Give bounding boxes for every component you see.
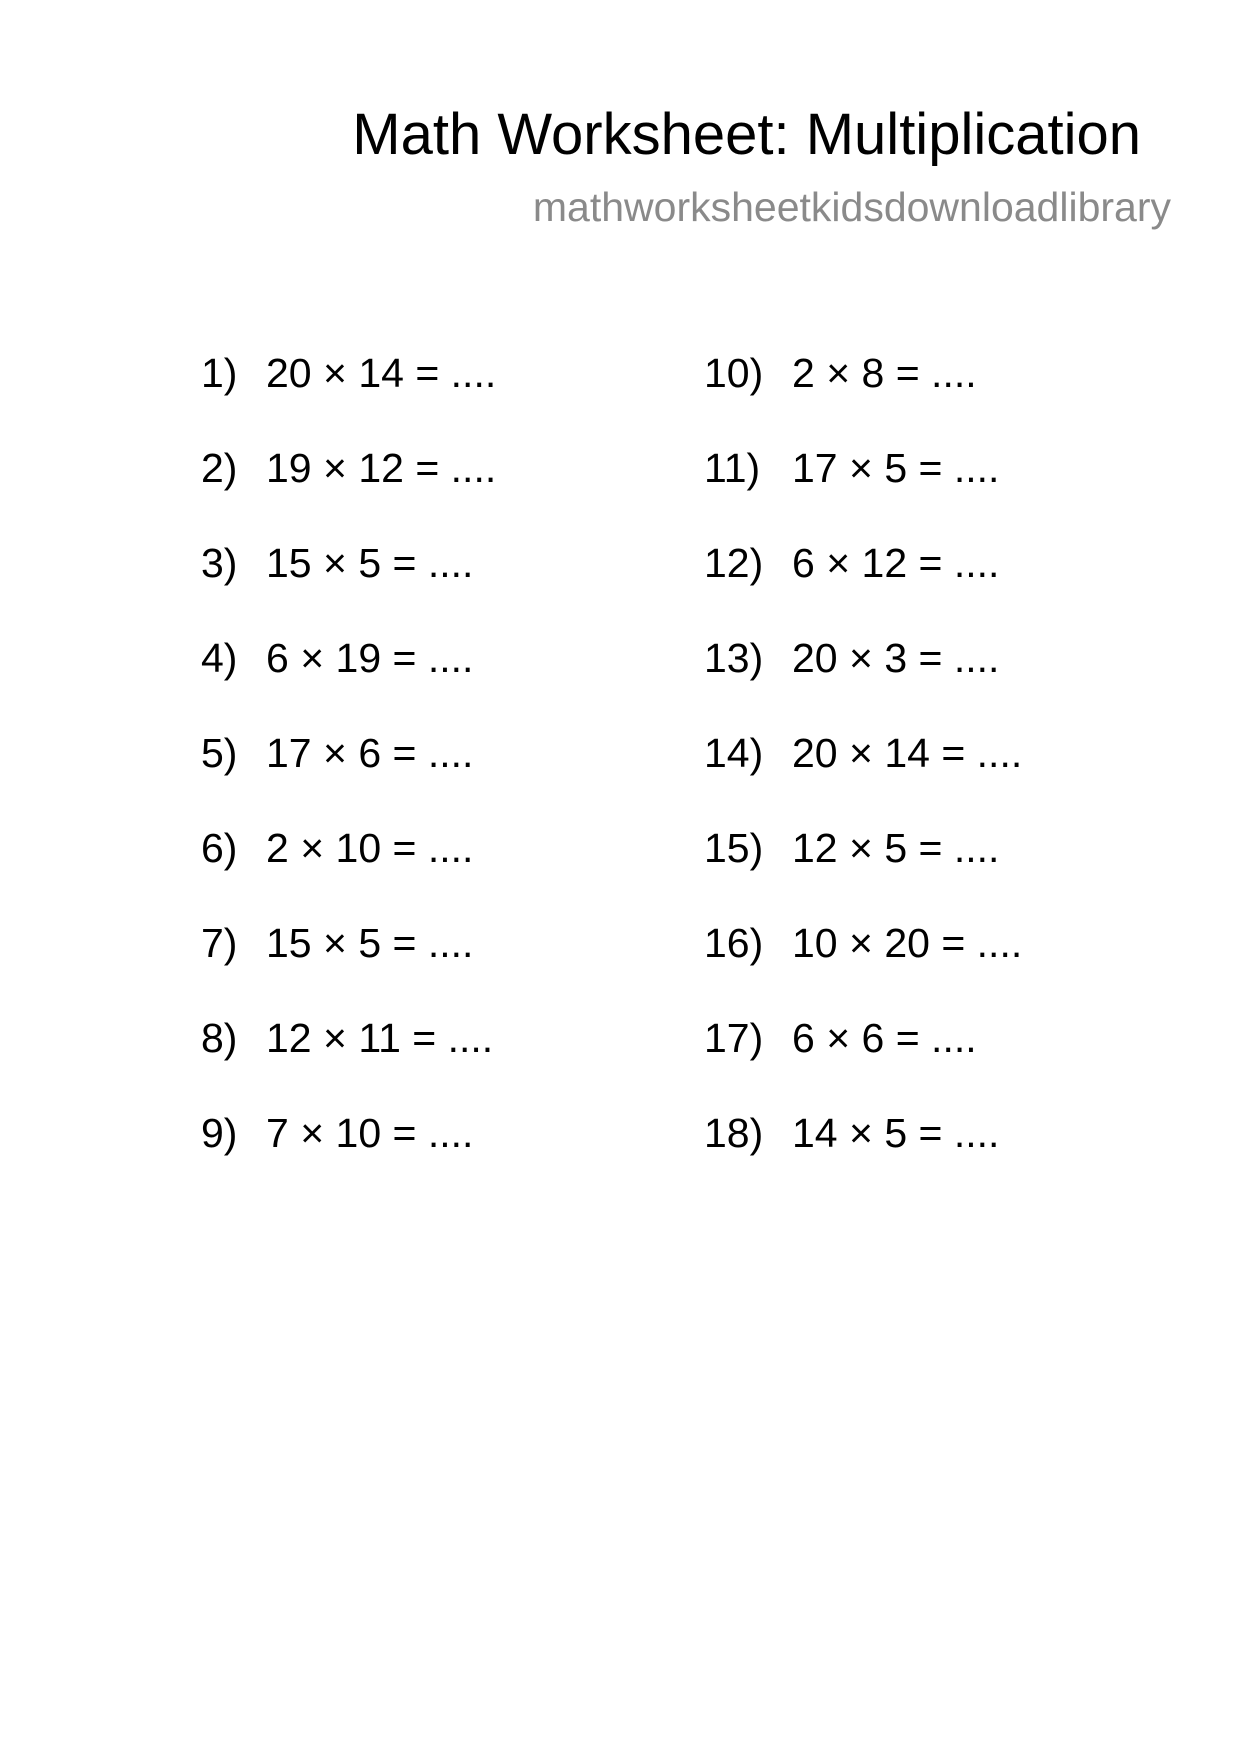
problem-list <box>0 348 1240 1308</box>
problem-15 <box>704 823 1022 918</box>
problem-3 <box>201 538 496 633</box>
problem-expression: 6 × 19 = .... <box>266 635 474 681</box>
problem-13 <box>704 633 1022 728</box>
worksheet-subtitle: mathworksheetkidsdownloadlibrary <box>532 184 1171 230</box>
problem-5 <box>201 728 496 823</box>
problem-number: 16) <box>704 920 764 966</box>
problem-number: 18) <box>704 1110 764 1156</box>
problem-expression: 20 × 14 = .... <box>792 730 1023 776</box>
problem-expression: 10 × 20 = .... <box>792 920 1023 966</box>
problem-9 <box>201 1108 496 1203</box>
problem-expression: 19 × 12 = .... <box>266 445 497 491</box>
problem-number: 1) <box>201 350 238 396</box>
problem-16 <box>704 918 1022 1013</box>
problem-number: 2) <box>201 445 238 491</box>
problem-14 <box>704 728 1022 823</box>
problem-expression: 17 × 6 = .... <box>266 730 474 776</box>
problem-7 <box>201 918 496 1013</box>
problem-expression: 15 × 5 = .... <box>266 540 474 586</box>
problem-number: 15) <box>704 825 764 871</box>
problem-number: 12) <box>704 540 764 586</box>
problem-18 <box>704 1108 1022 1203</box>
problem-expression: 7 × 10 = .... <box>266 1110 474 1156</box>
problem-number: 8) <box>201 1015 238 1061</box>
problem-expression: 17 × 5 = .... <box>792 445 1000 491</box>
worksheet-title: Math Worksheet: Multiplication <box>352 102 1141 167</box>
problem-number: 9) <box>201 1110 238 1156</box>
problem-number: 7) <box>201 920 238 966</box>
problem-17 <box>704 1013 1022 1108</box>
problem-4 <box>201 633 496 728</box>
problem-expression: 2 × 8 = .... <box>792 350 977 396</box>
problem-column-right <box>704 348 1022 1203</box>
problem-number: 14) <box>704 730 764 776</box>
problem-number: 3) <box>201 540 238 586</box>
problem-number: 13) <box>704 635 764 681</box>
problem-8 <box>201 1013 496 1108</box>
problem-expression: 2 × 10 = .... <box>266 825 474 871</box>
problem-number: 4) <box>201 635 238 681</box>
problem-expression: 6 × 6 = .... <box>792 1015 977 1061</box>
problem-expression: 6 × 12 = .... <box>792 540 1000 586</box>
problem-number: 5) <box>201 730 238 776</box>
problem-2 <box>201 443 496 538</box>
problem-12 <box>704 538 1022 633</box>
problem-expression: 20 × 3 = .... <box>792 635 1000 681</box>
problem-expression: 20 × 14 = .... <box>266 350 497 396</box>
problem-expression: 12 × 11 = .... <box>266 1015 494 1061</box>
problem-column-left <box>201 348 496 1203</box>
problem-expression: 14 × 5 = .... <box>792 1110 1000 1156</box>
problem-number: 17) <box>704 1015 764 1061</box>
problem-6 <box>201 823 496 918</box>
problem-number: 11) <box>704 445 761 491</box>
problem-expression: 12 × 5 = .... <box>792 825 1000 871</box>
problem-11 <box>704 443 1022 538</box>
problem-expression: 15 × 5 = .... <box>266 920 474 966</box>
problem-10 <box>704 348 1022 443</box>
problem-1 <box>201 348 496 443</box>
problem-number: 6) <box>201 825 238 871</box>
problem-number: 10) <box>704 350 764 396</box>
